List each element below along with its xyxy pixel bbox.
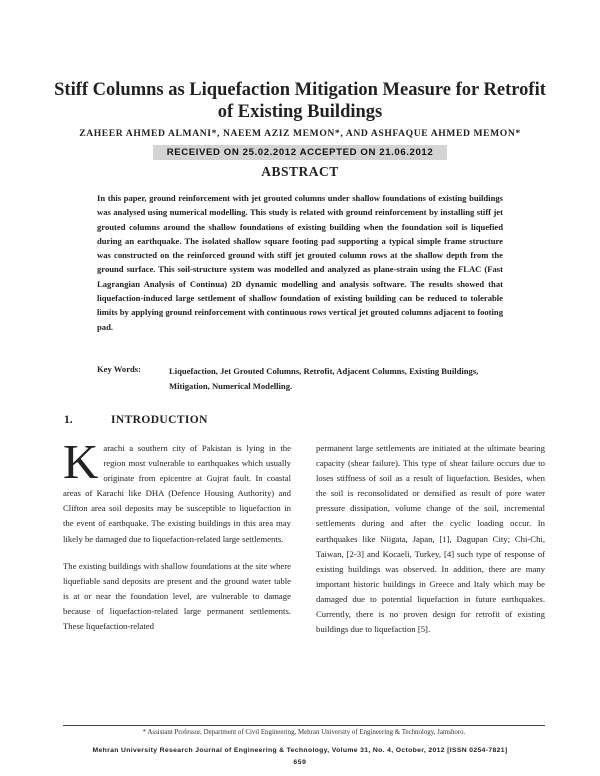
- title-line-1: Stiff Columns as Liquefaction Mitigation Measure for Retrofit: [54, 80, 546, 100]
- section-title: INTRODUCTION: [111, 414, 208, 426]
- footnote: * Assistant Professor, Department of Civil Engineering, Mehran University of Engineering & Technology, Jamshoro.: [142, 729, 466, 736]
- keywords-label: Key Words:: [97, 364, 142, 374]
- author-list: ZAHEER AHMED ALMANI*, NAEEM AZIZ MEMON*, AND ASHFAQUE AHMED MEMON*: [79, 128, 521, 139]
- intro-paragraph-2: The existing buildings with shallow foundations at the site where liquefiable sand deposits are present and the ground water table is at or near the foundation level, are vulnerable to damage because of liquefaction-related large permanent settlements. These liquefaction-related: [63, 560, 291, 632]
- paper-title: [40, 79, 560, 123]
- section-number: 1.: [64, 414, 73, 426]
- page-number: 659: [293, 759, 307, 766]
- journal-citation: Mehran University Research Journal of Engineering & Technology, Volume 31, No. 4, October, 2012 [ISSN 0254-7821]: [92, 747, 508, 754]
- abstract-heading: ABSTRACT: [261, 164, 339, 179]
- intro-paragraph-1-text: arachi a southern city of Pakistan is lying in the region most vulnerable to earthquakes which usually originate from epicentre at Gujrat fault. In coastal areas of Karachi like DHA (Defence Housing Authority) and Clifton area soil deposits may be susceptible to liquefaction in the event of earthquake. The existing buildings in this area may likely be damaged due to liquefaction-related large settlements.: [63, 443, 291, 544]
- footnote-divider: [63, 725, 545, 726]
- intro-paragraph-1: [63, 434, 291, 547]
- keywords-text: Liquefaction, Jet Grouted Columns, Retrofit, Adjacent Columns, Existing Buildings, Mitigation, Numerical Modelling.: [169, 366, 479, 391]
- abstract-text: In this paper, ground reinforcement with jet grouted columns under shallow foundations of existing buildings was analysed using numerical modelling. This study is related with ground reinforcement by installing stiff jet grouted columns around the shallow foundations of existing building when the foundation soil is liquefied during an earthquake. The isolated shallow square footing pad supporting a typical simple frame structure was constructed on the reinforced ground with stiff jet grouted column rows at the shallow depth from the ground surface. This soil-structure system was modelled and analyzed as plane-strain using the FLAC (Fast Lagrangian Analysis of Continua) 2D dynamic modelling and analysis software. The results showed that liquefaction-induced large settlement of shallow foundation of existing building can be reduced to tolerable limits by applying ground reinforcement with continuous rows vertical jet grouted columns adjacent to footing pad.: [97, 193, 503, 332]
- intro-paragraph-3: permanent large settlements are initiated at the ultimate bearing capacity (shear failure). This type of shear failure occurs due to loses stiffness of soil as a result of liquefaction. Besides, when the soil is reconsolidated or densified as result of pore water pressure dissipation, volume change of the soil, incremental settlements during and after the cyclic loading occur. In earthquakes like Niigata, Japan, [1], Dagupan City; Chi-Chi, Taiwan, [2-3] and Kocaeli, Turkey, [4] such type of response of existing buildings was observed. In addition, there are many important historic buildings in Greece and Italy which may be damaged due to potential liquefaction in future earthquakes. Currently, there is no proven design for retrofit of existing buildings due to liquefaction [5].: [316, 443, 545, 635]
- title-line-2: of Existing Buildings: [217, 102, 383, 122]
- left-column: [63, 434, 291, 634]
- received-dates-banner: RECEIVED ON 25.02.2012 ACCEPTED ON 21.06.2012: [153, 145, 447, 160]
- right-column: [316, 441, 545, 637]
- drop-cap: K: [63, 434, 99, 489]
